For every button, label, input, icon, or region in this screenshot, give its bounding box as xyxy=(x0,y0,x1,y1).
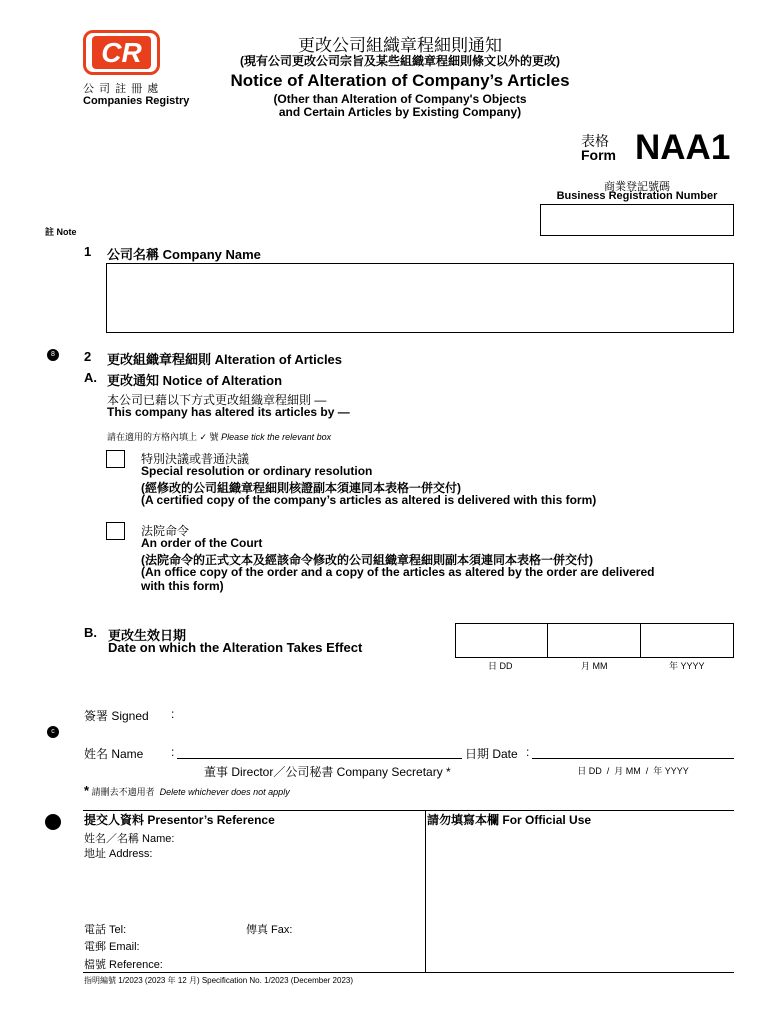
section1-label-zh: 公司名稱 xyxy=(107,247,160,262)
delete-asterisk: * xyxy=(84,783,90,798)
signed-label: 簽署 Signed xyxy=(84,709,149,723)
section2-label xyxy=(107,349,342,368)
signature-date-format: 日 DD / 月 MM / 年 YYYY xyxy=(577,766,689,776)
option2-note-zh: (法院命令的正式文本及經該命令修改的公司組織章程細則副本須連同本表格一併交付) xyxy=(141,553,593,567)
cr-logo xyxy=(83,30,160,75)
date-mm-label: 月 MM xyxy=(581,661,608,671)
presentor-title xyxy=(84,811,275,828)
name-label: 姓名 Name xyxy=(84,747,144,761)
title-zh: 更改公司組織章程細則通知 xyxy=(298,36,502,55)
partA-statement-zh: 本公司已藉以下方式更改組織章程細則 — xyxy=(107,393,327,407)
partB-letter: B. xyxy=(84,625,97,640)
option1-note-zh: (經修改的公司組織章程細則核證副本須連同本表格一併交付) xyxy=(141,481,461,495)
section1-number: 1 xyxy=(84,244,92,259)
official-use-title-en: For Official Use xyxy=(502,813,592,827)
subtitle-en-2: and Certain Articles by Existing Company) xyxy=(278,105,522,119)
presentor-fax: 傳真 Fax: xyxy=(246,924,293,936)
resolution-checkbox[interactable] xyxy=(106,450,125,468)
side-mark-b: c xyxy=(47,726,59,738)
option2-note-en-2: with this form) xyxy=(141,579,224,593)
footer-specification: 指明編號 1/2023 (2023 年 12 月) Specification No. 1/2023 (December 2023) xyxy=(84,976,354,985)
official-use-title-zh: 請勿填寫本欄 xyxy=(427,813,500,827)
form-code: NAA1 xyxy=(635,128,731,167)
date-input-line[interactable] xyxy=(532,758,734,759)
partA-label xyxy=(107,370,282,389)
partA-statement-en: This company has altered its articles by — xyxy=(107,405,350,419)
bottom-bottom-rule xyxy=(83,972,734,973)
presentor-email: 電郵 Email: xyxy=(84,941,140,953)
presentor-title-zh: 提交人資料 xyxy=(84,813,145,827)
brn-label-en: Business Registration Number xyxy=(556,190,718,202)
presentor-tel: 電話 Tel: xyxy=(84,924,127,936)
form-label-en: Form xyxy=(581,147,616,163)
partB-label-zh: 更改生效日期 xyxy=(108,628,187,643)
option1-en: Special resolution or ordinary resolution xyxy=(141,464,373,478)
section2-label-en: Alteration of Articles xyxy=(214,352,343,367)
subtitle-en-1: (Other than Alteration of Company's Objects xyxy=(273,92,527,106)
partA-label-en: Notice of Alteration xyxy=(162,373,283,388)
date-colon: : xyxy=(526,745,530,759)
form-label-zh: 表格 xyxy=(581,133,609,149)
section1-label xyxy=(107,244,261,263)
side-mark-a: 8 xyxy=(47,349,59,361)
name-input-line[interactable] xyxy=(177,758,462,759)
effective-date-month[interactable] xyxy=(547,623,641,658)
date-dd-label: 日 DD xyxy=(488,661,513,671)
brn-label-zh: 商業登記號碼 xyxy=(604,181,670,193)
option1-note-en: (A certified copy of the company’s articles as altered is delivered with this form) xyxy=(141,493,597,507)
date-yyyy-label: 年 YYYY xyxy=(669,661,705,671)
effective-date-year[interactable] xyxy=(640,623,734,658)
brn-input-box[interactable] xyxy=(540,204,734,236)
title-en: Notice of Alteration of Company’s Articles xyxy=(230,71,570,90)
option2-zh: 法院命令 xyxy=(141,524,190,538)
presentor-address: 地址 Address: xyxy=(84,848,153,860)
tick-instruction-en: Please tick the relevant box xyxy=(221,432,332,442)
cr-logo-text: CR xyxy=(92,36,151,69)
partA-letter: A. xyxy=(84,370,97,385)
signed-colon: : xyxy=(171,707,175,721)
presentor-reference: 檔號 Reference: xyxy=(84,959,163,971)
tick-instruction-zh: 請在適用的方格內填上 ✓ 號 xyxy=(107,432,219,442)
bottom-column-divider xyxy=(425,810,426,972)
partB-label-en: Date on which the Alteration Takes Effect xyxy=(108,640,363,655)
tick-instruction xyxy=(107,430,331,443)
signatory-role: 董事 Director／公司秘書 Company Secretary * xyxy=(204,765,451,779)
title-zh-sub: (現有公司更改公司宗旨及某些組織章程細則條文以外的更改) xyxy=(240,54,560,68)
section2-label-zh: 更改組織章程細則 xyxy=(107,352,212,367)
presentor-name: 姓名／名稱 Name: xyxy=(84,833,175,845)
side-mark-c xyxy=(45,814,61,830)
delete-note-zh: 請刪去不適用者 xyxy=(91,787,155,797)
name-colon: : xyxy=(171,745,175,759)
section2-number: 2 xyxy=(84,349,92,364)
delete-note xyxy=(84,783,290,798)
effective-date-day[interactable] xyxy=(455,623,548,658)
option2-en: An order of the Court xyxy=(141,536,263,550)
company-name-box[interactable] xyxy=(106,263,734,333)
partA-label-zh: 更改通知 xyxy=(107,373,160,388)
court-order-checkbox[interactable] xyxy=(106,522,125,540)
delete-note-en: Delete whichever does not apply xyxy=(159,787,290,797)
note-label: 註 Note xyxy=(45,227,77,237)
registry-name-zh: 公 司 註 冊 處 xyxy=(83,83,160,95)
option2-note-en-1: (An office copy of the order and a copy of the articles as altered by the order are delivered xyxy=(141,565,655,579)
presentor-title-en: Presentor’s Reference xyxy=(147,813,275,827)
date-label: 日期 Date xyxy=(465,747,518,761)
section1-label-en: Company Name xyxy=(162,247,261,262)
option1-zh: 特別決議或普通決議 xyxy=(141,452,250,466)
registry-name-en: Companies Registry xyxy=(83,95,190,107)
official-use-title xyxy=(427,811,591,828)
